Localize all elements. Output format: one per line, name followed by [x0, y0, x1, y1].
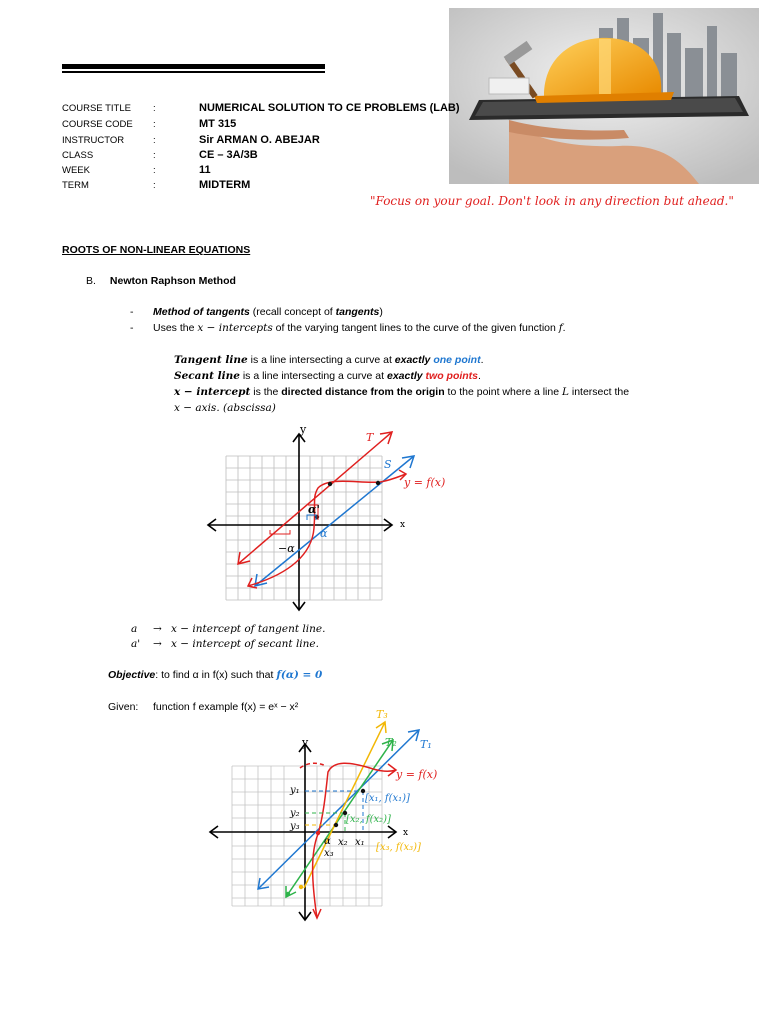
info-sep: : [153, 119, 156, 130]
fig2-T2-label: T₂ [385, 736, 397, 749]
tangent-exactly: exactly [394, 354, 431, 366]
bullet-2 [130, 322, 566, 334]
intercept-rest: to the point where a line [444, 386, 562, 398]
info-sep: : [153, 150, 156, 161]
fig1-x-label: x [400, 520, 406, 530]
header-rule-thin [62, 71, 325, 73]
secant-exactly: exactly [386, 370, 423, 382]
subsection-letter: B. [86, 275, 96, 287]
motivational-quote: "Focus on your goal. Don't look in any direction but ahead." [370, 194, 734, 208]
info-value: MIDTERM [199, 179, 251, 191]
intercept-term: x − intercept [174, 386, 251, 398]
fig2-func-label: y = f(x) [396, 768, 438, 781]
bullet-dash: - [130, 306, 134, 318]
subsection-heading [86, 275, 236, 287]
fig2-T1-label: T₁ [420, 738, 432, 751]
info-sep: : [153, 135, 156, 146]
given-text: function f example f(x) = eˣ − x² [153, 701, 299, 713]
bullet-2-pre: Uses the [153, 322, 198, 334]
fig2-point3-label: [x₃, f(x₃)] [376, 842, 421, 853]
figure-tangent-secant [200, 424, 460, 620]
info-sep: : [153, 103, 156, 114]
bullet-dash: - [130, 322, 134, 334]
objective-eq: f(α) = 0 [276, 669, 323, 681]
legend-tangent [131, 623, 326, 635]
info-label: CLASS [62, 150, 94, 161]
legend-secant [131, 638, 319, 650]
tangent-highlight: one point [433, 354, 481, 366]
secant-term: Secant line [174, 370, 240, 382]
fig2-x-label: x [403, 828, 409, 838]
arrow-right-icon: → [153, 623, 162, 635]
intercept-pre: is the [250, 386, 282, 398]
fig2-x1-label: x₁ [355, 837, 365, 848]
fig1-alpha: α [320, 527, 328, 540]
fig1-neg-alpha: −α [278, 542, 295, 555]
legend-secant-sym: a' [131, 638, 141, 650]
section-title: ROOTS OF NON-LINEAR EQUATIONS [62, 244, 251, 256]
given-line [108, 701, 299, 713]
legend-secant-text: x − intercept of secant line. [171, 638, 319, 650]
info-label: COURSE CODE [62, 119, 133, 130]
info-label: TERM [62, 180, 89, 191]
fig1-T-label: T [366, 431, 374, 444]
header-rule-thick [62, 64, 325, 69]
fig2-x2-label: x₂ [338, 837, 348, 848]
info-value: 11 [199, 164, 211, 176]
bullet-2-end: . [562, 322, 566, 334]
fig1-func-label: y = f(x) [404, 476, 446, 489]
fig2-y2-label: y₂ [290, 808, 300, 819]
info-sep: : [153, 165, 156, 176]
objective-label: Objective [108, 669, 156, 681]
info-value: NUMERICAL SOLUTION TO CE PROBLEMS (LAB) [199, 102, 460, 114]
info-sep: : [153, 180, 156, 191]
bullet-1 [130, 306, 383, 318]
subsection-title: Newton Raphson Method [109, 275, 236, 287]
intercept-end: intersect the [568, 386, 630, 398]
intercept-bold: directed distance from the origin [281, 386, 445, 398]
definition-intercept-line2: x − axis. (abscissa) [174, 402, 276, 414]
bullet-2-math: x − intercepts [197, 322, 273, 334]
fig2-alpha-label: α [324, 836, 331, 847]
fig2-point1-label: [x₁, f(x₁)] [365, 793, 410, 804]
definition-intercept [174, 386, 629, 398]
bullet-1-bold: Method of tangents [153, 306, 250, 318]
fig1-alpha-prime: α' [308, 503, 320, 516]
figure-newton-iterations [200, 704, 460, 930]
definition-secant: Secant line is a line intersecting a curve at exactly two points. [174, 370, 481, 382]
hero-image [449, 8, 759, 184]
fig1-S-label: S [384, 458, 392, 471]
secant-highlight: two points [425, 370, 479, 382]
fig2-T3-label: T₃ [376, 708, 388, 721]
bullet-2-f: f [558, 322, 563, 334]
intercept-L: L [561, 386, 569, 398]
tangent-term: Tangent line [174, 354, 248, 366]
secant-pre: is a line intersecting a curve at [239, 370, 387, 382]
bullet-2-mid: of the varying tangent lines to the curve of the given function [272, 322, 559, 334]
info-label: INSTRUCTOR [62, 135, 125, 146]
info-label: COURSE TITLE [62, 103, 131, 114]
arrow-right-icon: → [153, 638, 162, 650]
fig1-y-label: y [300, 424, 307, 436]
legend-tangent-sym: a [131, 623, 138, 635]
fig2-y3-label: y₃ [290, 821, 300, 832]
tangent-pre: is a line intersecting a curve at [247, 354, 395, 366]
definition-tangent: Tangent line is a line intersecting a curve at exactly one point. [174, 354, 484, 366]
legend-tangent-text: x − intercept of tangent line. [171, 623, 326, 635]
bullet-1-bold2: tangents [335, 306, 380, 318]
given-label: Given: [108, 701, 139, 713]
bullet-1-rest: (recall concept of [249, 306, 336, 318]
objective-text: : to find α in f(x) such that [155, 669, 277, 681]
fig2-point2-label: [x₂, f(x₂)] [346, 814, 391, 825]
info-value: Sir ARMAN O. ABEJAR [199, 134, 320, 146]
fig2-y-label: y [302, 736, 309, 749]
objective-line [108, 669, 322, 681]
bullet-1-end: ) [379, 306, 383, 318]
info-value: MT 315 [199, 118, 237, 130]
info-label: WEEK [62, 165, 90, 176]
fig2-y1-label: y₁ [290, 785, 300, 796]
fig2-x3-label: x₃ [324, 848, 334, 859]
info-value: CE – 3A/3B [199, 149, 258, 161]
